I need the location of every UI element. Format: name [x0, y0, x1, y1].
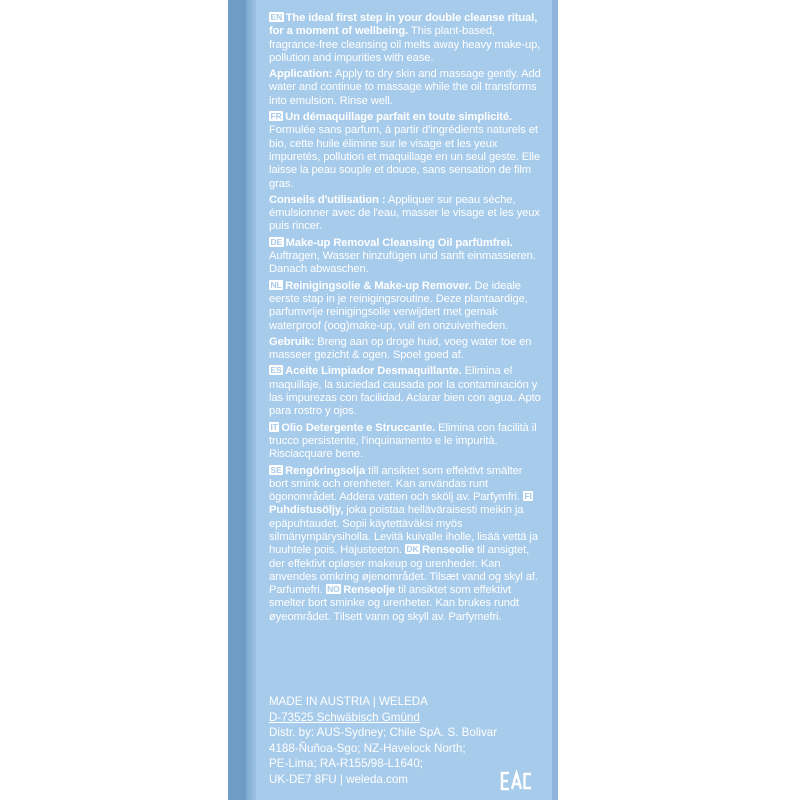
lang-badge-nl: NL: [270, 279, 282, 290]
es-text: Elimina el maquillaje, la suciedad causada por la contaminación y las impurezas con facilidad. Aclarar bien con agua. Apto para rostro y ojos.: [269, 365, 541, 418]
made-in-line: MADE IN AUSTRIA | WELEDA: [269, 695, 428, 708]
lang-badge-de: DE: [270, 236, 283, 247]
fi-heading: Puhdistusöljy,: [269, 504, 344, 517]
dk-text: til ansigtet, der effektivt opløser makeup og urenheder. Kan anvendes omkring øjenområdet. Tilsæt vand og skyl af. Parfumefri.: [269, 544, 538, 597]
paragraph-nl-usage: [269, 336, 542, 363]
label-text-block: [269, 12, 542, 627]
distributor-line-2: 4188-Ñuñoa-Sgo; NZ-Havelock North;: [269, 741, 466, 755]
lang-badge-no: NO: [327, 584, 340, 595]
no-heading: Renseolje: [343, 584, 396, 597]
paragraph-fr-usage: [269, 194, 542, 234]
paragraph-en-application: [269, 68, 542, 108]
paragraph-es: [269, 365, 542, 418]
fr-intro-text: Formulée sans parfum, à partir d'ingrédients naturels et bio, cette huile élimine sur le visage et les yeux impuretés, pollution et maquillage en un seul geste. Elle laisse la peau souple et douce, sans sensation de film gras.: [269, 124, 541, 190]
it-heading: Olio Detergente e Struccante.: [281, 421, 436, 434]
nl-usage-text: Breng aan op droge huid, voeg water toe en masseer gezicht & ogen. Spoel goed af.: [269, 335, 532, 362]
paragraph-de: [269, 237, 542, 277]
no-text: til ansiktet som effektivt smelter bort sminke og urenheter. Kan brukes rundt øyeområdet. Tilsett vann og skyll av. Parfymefri.: [269, 584, 519, 623]
distributor-line-4: UK-DE7 8FU | weleda.com: [269, 772, 408, 786]
en-application-heading: Application:: [269, 68, 333, 81]
lang-badge-se: SE: [270, 464, 282, 475]
paragraph-fr: [269, 111, 542, 191]
en-intro-heading: The ideal first step in your double cleanse ritual, for a moment of wellbeing.: [269, 12, 538, 38]
nl-usage-heading: Gebruik:: [269, 335, 315, 348]
fr-usage-text: Appliquer sur peau sèche, émulsionner avec de l'eau, masser le visage et les yeux puis rincer.: [269, 193, 540, 233]
box-right-edge: [552, 0, 558, 800]
se-heading: Rengöringsolja: [285, 464, 366, 477]
distributor-line-3: PE-Lima; RA-R155/98-L1640;: [269, 757, 424, 771]
de-text: Auftragen, Wasser hinzufügen und sanft einmassieren. Danach abwaschen.: [269, 250, 536, 276]
lang-badge-fr: FR: [270, 111, 282, 122]
se-text: till ansiktet som effektivt smälter bort smink och orenheter. Kan användas runt ögonområdet. Addera vatten och skölj av. Parfymfri.: [269, 464, 523, 504]
es-heading: Aceite Limpiador Desmaquillante.: [285, 365, 462, 378]
de-heading: Make-up Removal Cleansing Oil parfümfrei.: [285, 236, 513, 249]
box-fold-shadow: [246, 0, 256, 800]
paragraph-nl: [269, 280, 542, 333]
nl-text: De ideale eerste stap in je reinigingsroutine. Deze plantaardige, parfumvrije reinigingsolie verwijdert met gemak waterproof (oog)make-up, vuil en onzuiverheden.: [269, 279, 528, 332]
en-application-text: Apply to dry skin and massage gently. Add water and continue to massage while the oil transforms into emulsion. Rinse well.: [269, 68, 541, 107]
lang-badge-it: IT: [270, 421, 278, 432]
lang-badge-es: ES: [270, 365, 282, 376]
nl-heading: Reinigingsolie & Make-up Remover.: [285, 279, 472, 292]
label-panel: [256, 0, 552, 800]
lang-badge-fi: FI: [524, 491, 532, 502]
paragraph-it: [269, 422, 542, 462]
fr-intro-heading: Un démaquillage parfait en toute simplicité.: [285, 111, 512, 124]
en-intro-text: This plant-based, fragrance-free cleansing oil melts away heavy make-up, pollution and impurities with ease.: [269, 25, 541, 64]
distributor-line-1: Distr. by: AUS-Sydney; Chile SpA. S. Bolivar: [269, 726, 498, 740]
address-line: D-73525 Schwäbisch Gmünd: [269, 710, 420, 724]
fr-usage-heading: Conseils d'utilisation :: [269, 193, 386, 206]
fi-text: joka poistaa helläväraisesti meikin ja epäpuhtaudet. Sopii käytettäväksi myös silmänympärysiholla. Levitä kuivalle iholle, lisää vettä ja huuhtele pois. Hajusteeton.: [269, 504, 538, 557]
manufacturer-footer: [269, 694, 509, 788]
lang-badge-dk: DK: [406, 544, 419, 555]
dk-heading: Renseolie: [421, 544, 474, 557]
it-text: Elimina con facilità il trucco persistente, l'inquinamento e le impurità. Risciacquare bene.: [269, 421, 537, 461]
lang-badge-en: EN: [270, 12, 283, 22]
eac-mark-icon: [499, 770, 533, 792]
paragraph-nordic: [269, 465, 542, 625]
paragraph-en: [269, 12, 542, 65]
